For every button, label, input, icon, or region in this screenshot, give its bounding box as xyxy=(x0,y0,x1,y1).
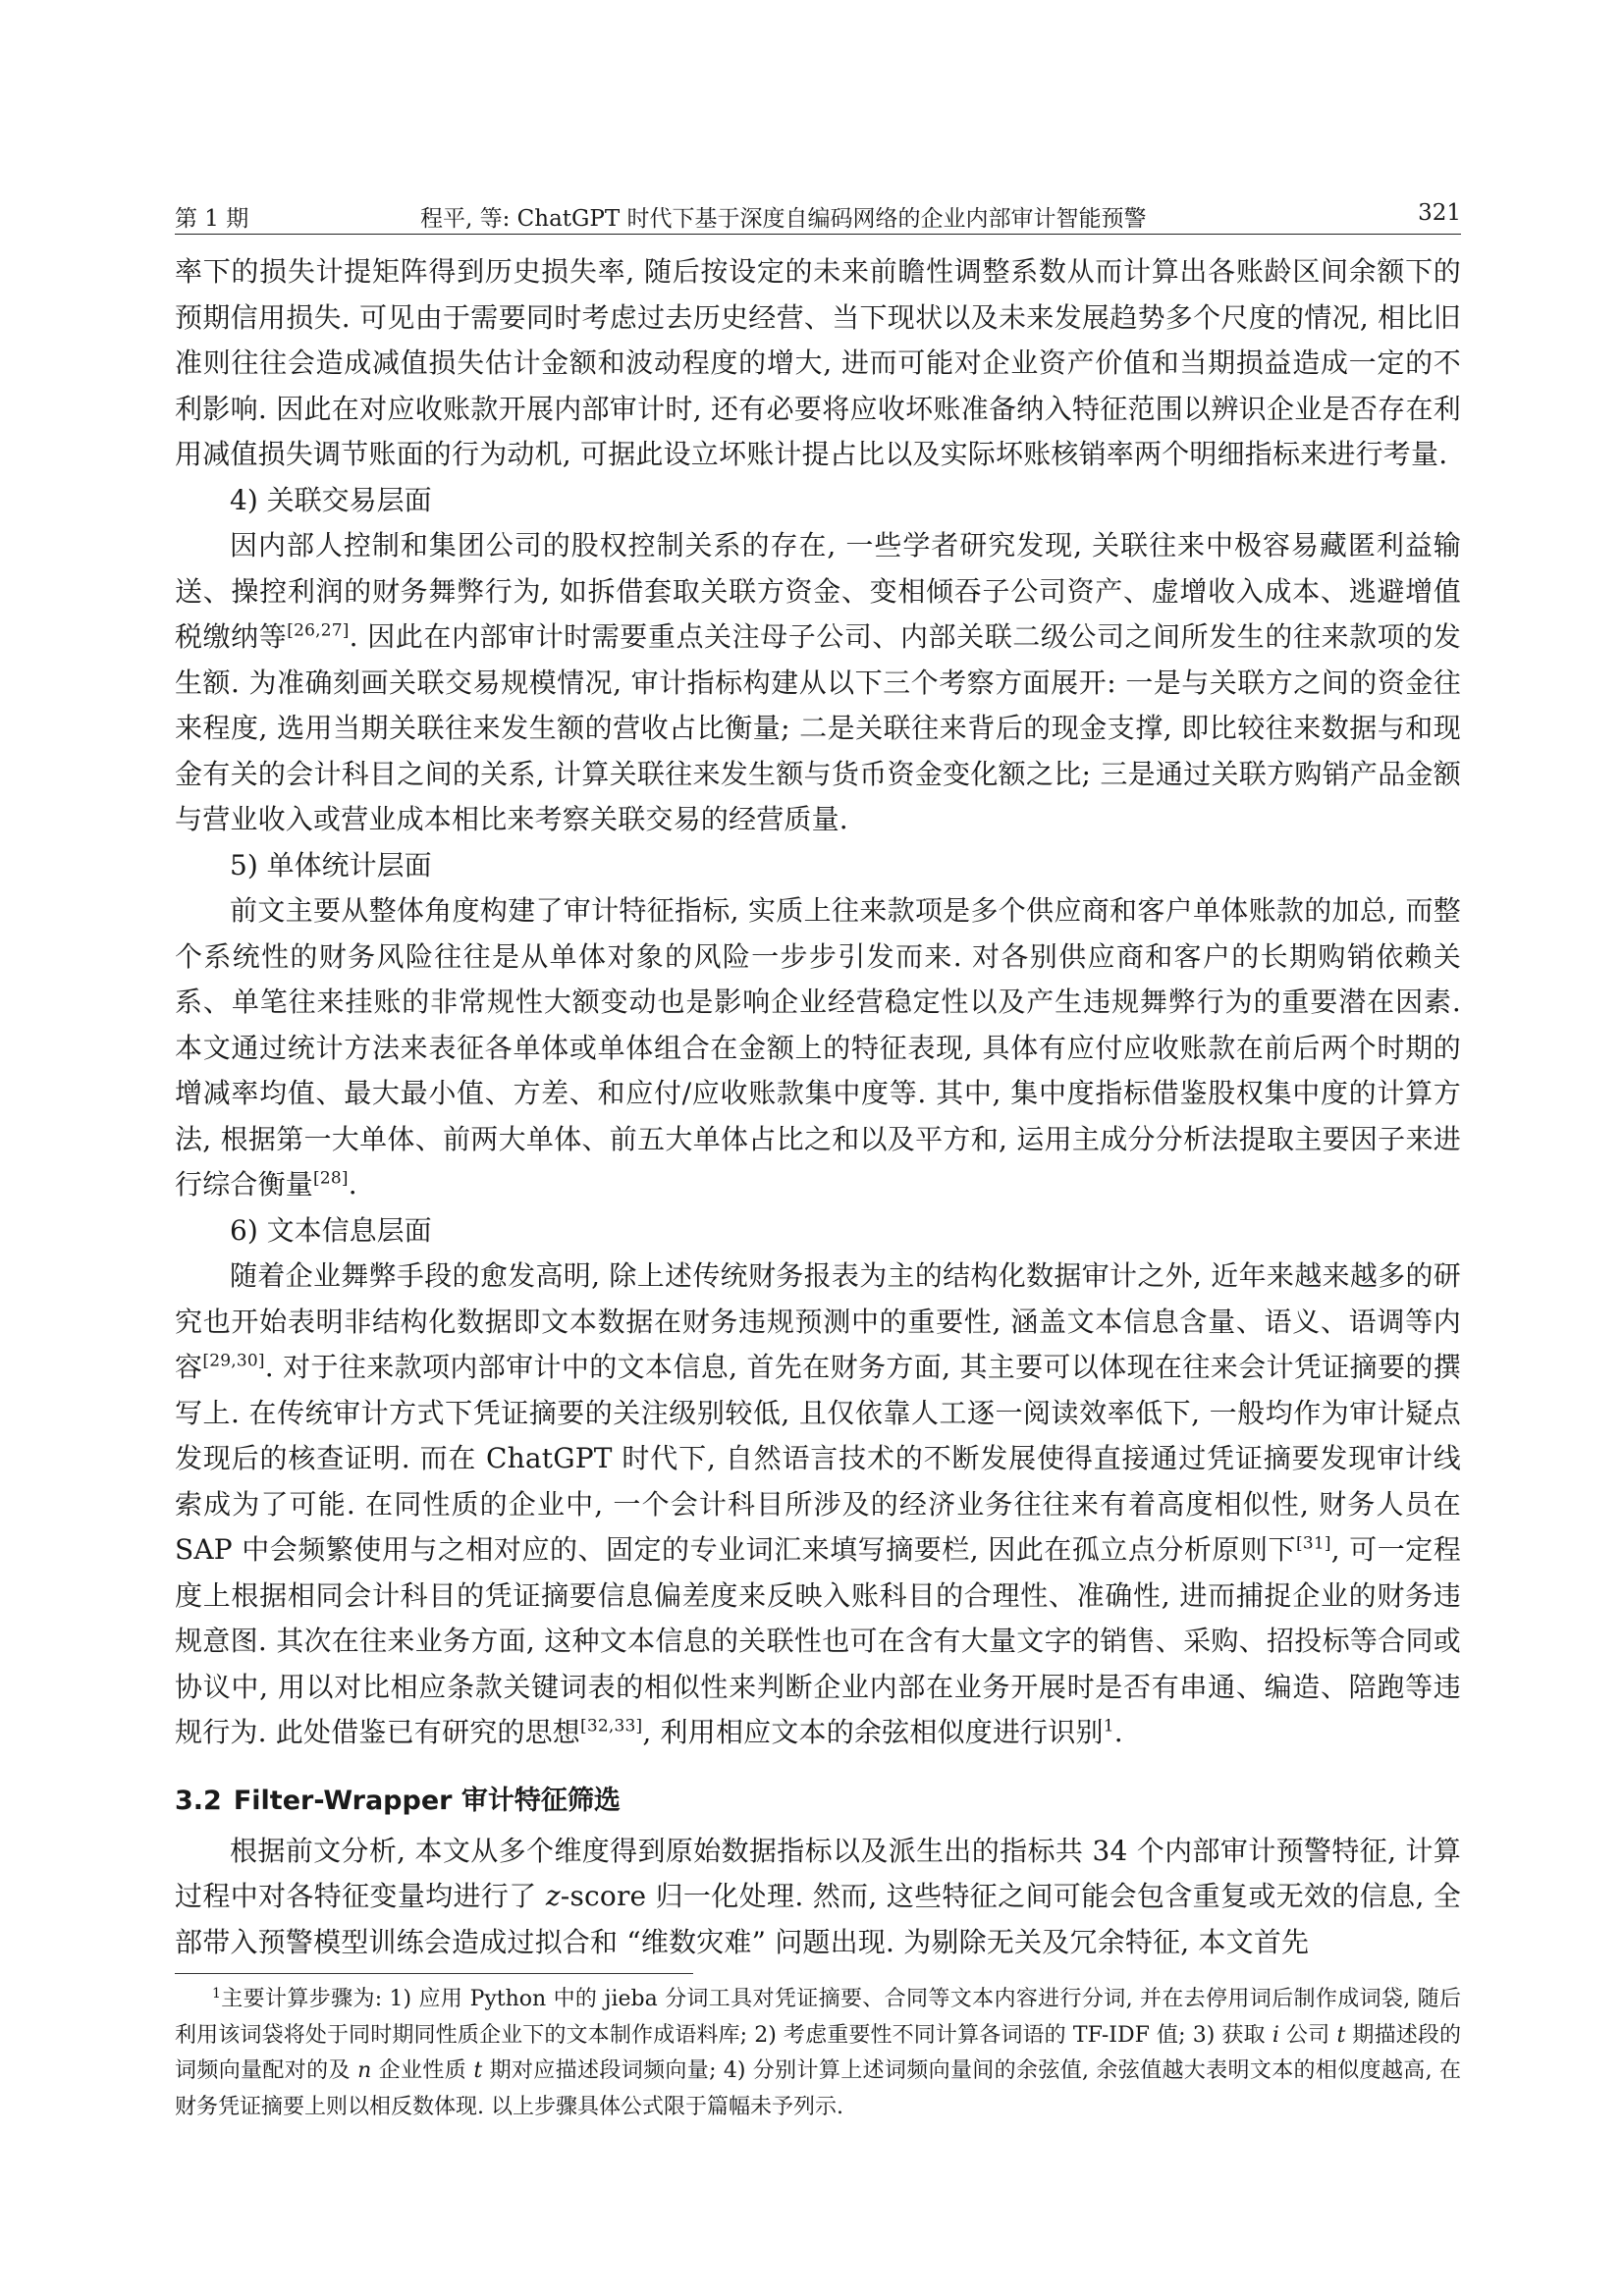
paragraph-text-information: 随着企业舞弊手段的愈发高明, 除上述传统财务报表为主的结构化数据审计之外, 近年来越来越多的研究也开始表明非结构化数据即文本数据在财务违规预测中的重要性, 涵盖文本信息含量、语义、语调等内容[29,30]. 对于往来款项内部审计中的文本信息, 首先在财务方面, 其主要可以体现在往来会计凭证摘要的撰写上. 在传统审计方式下凭证摘要的关注级别较低, 且仅依靠人工逐一阅读效率低下, 一般均作为审计疑点发现后的核查证明. 而在 ChatGPT 时代下, 自然语言技术的不断发展使得直接通过凭证摘要发现审计线索成为了可能. 在同性质的企业中, 一个会计科目所涉及的经济业务往往来有着高度相似性, 财务人员在 SAP 中会频繁使用与之相对应的、固定的专业词汇来填写摘要栏, 因此在孤立点分析原则下[31], 可一定程度上根据相同会计科目的凭证摘要信息偏差度来反映入账科目的合理性、准确性, 进而捕捉企业的财务违规意图. 其次在往来业务方面, 这种文本信息的关联性也可在含有大量文字的销售、采购、招投标等合同或协议中, 用以对比相应条款关键词表的相似性来判断企业内部在业务开展时是否有串通、编造、陪跑等违规行为. 此处借鉴已有研究的思想[32,33], 利用相应文本的余弦相似度进行识别$^1$. xyxy=(175,1259,1461,1748)
paragraph-feature-selection: 根据前文分析, 本文从多个维度得到原始数据指标以及派生出的指标共 34 个内部审计预警特征, 计算过程中对各特征变量均进行了 z-score 归一化处理. 然而, 这些特征之间可能会包含重复或无效的信息, 全部带入预警模型训练会造成过拟合和 “维数灾难” 问题出现. 为剔除无关及冗余特征, 本文首先 xyxy=(175,1834,1461,1958)
subheading-related-transactions: 4) 关联交易层面 xyxy=(230,483,432,516)
citation: [32,33] xyxy=(580,1716,643,1736)
section-title: Filter-Wrapper 审计特征筛选 xyxy=(233,1785,621,1816)
section-number: 3.2 xyxy=(175,1785,222,1816)
footnote-rule xyxy=(175,1973,693,1974)
footnote-ref: 1 xyxy=(1103,1716,1114,1736)
footnote: $^1$主要计算步骤为: 1) 应用 Python 中的 jieba 分词工具对凭证摘要、合同等文本内容进行分词, 并在去停用词后制作成词袋, 随后利用该词袋将处于同时期同性质企业下的文本制作成语料库; 2) 考虑重要性不同计算各词语的 TF-IDF 值; 3) 获取 i 公司 t 期描述段的词频向量配对的及 n 企业性质 t 期对应描述段词频向量; 4) 分别计算上述词频向量间的余弦值, 余弦值越大表明文本的相似度越高, 在财务凭证摘要上则以相反数体现. 以上步骤具体公式限于篇幅未予列示. xyxy=(175,1985,1461,2119)
paragraph-related-transactions: 因内部人控制和集团公司的股权控制关系的存在, 一些学者研究发现, 关联往来中极容易藏匿利益输送、操控利润的财务舞弊行为, 如拆借套取关联方资金、变相倾吞子公司资产、虚增收入成本、逃避增值税缴纳等[26,27]. 因此在内部审计时需要重点关注母子公司、内部关联二级公司之间所发生的往来款项的发生额. 为准确刻画关联交易规模情况, 审计指标构建从以下三个考察方面展开: 一是与关联方之间的资金往来程度, 选用当期关联往来发生额的营收占比衡量; 二是关联往来背后的现金支撑, 即比较往来数据与和现金有关的会计科目之间的关系, 计算关联往来发生额与货币资金变化额之比; 三是通过关联方购销产品金额与营业收入或营业成本相比来考察关联交易的经营质量. xyxy=(175,529,1461,835)
citation: [29,30] xyxy=(202,1351,265,1371)
running-header xyxy=(175,194,1461,235)
running-title: 程平, 等: ChatGPT 时代下基于深度自编码网络的企业内部审计智能预警 xyxy=(420,206,1147,232)
page-number: 321 xyxy=(1418,200,1461,226)
citation: [28] xyxy=(313,1168,349,1189)
subheading-text-information: 6) 文本信息层面 xyxy=(230,1213,432,1247)
citation: [31] xyxy=(1296,1533,1331,1554)
main-text xyxy=(175,249,1461,2125)
section-heading xyxy=(175,1780,1461,1823)
footnote-mark: 1 xyxy=(212,1985,221,2002)
subheading-individual-statistics: 5) 单体统计层面 xyxy=(230,848,432,881)
paragraph-individual-statistics: 前文主要从整体角度构建了审计特征指标, 实质上往来款项是多个供应商和客户单体账款的加总, 而整个系统性的财务风险往往是从单体对象的风险一步步引发而来. 对各别供应商和客户的长期购销依赖关系、单笔往来挂账的非常规性大额变动也是影响企业经营稳定性以及产生违规舞弊行为的重要潜在因素. 本文通过统计方法来表征各单体或单体组合在金额上的特征表现, 具体有应付应收账款在前后两个时期的增减率均值、最大最小值、方差、和应付/应收账款集中度等. 其中, 集中度指标借鉴股权集中度的计算方法, 根据第一大单体、前两大单体、前五大单体占比之和以及平方和, 运用主成分分析法提取主要因子来进行综合衡量[28]. xyxy=(175,894,1461,1201)
paragraph-continued: 率下的损失计提矩阵得到历史损失率, 随后按设定的未来前瞻性调整系数从而计算出各账龄区间余额下的预期信用损失. 可见由于需要同时考虑过去历史经营、当下现状以及未来发展趋势多个尺度的情况, 相比旧准则往往会造成减值损失估计金额和波动程度的增大, 进而可能对企业资产价值和当期损益造成一定的不利影响. 因此在对应收账款开展内部审计时, 还有必要将应收坏账准备纳入特征范围以辨识企业是否存在利用减值损失调节账面的行为动机, 可据此设立坏账计提占比以及实际坏账核销率两个明细指标来进行考量. xyxy=(175,255,1461,470)
citation: [26,27] xyxy=(287,620,350,641)
issue-label: 第 1 期 xyxy=(175,206,249,232)
